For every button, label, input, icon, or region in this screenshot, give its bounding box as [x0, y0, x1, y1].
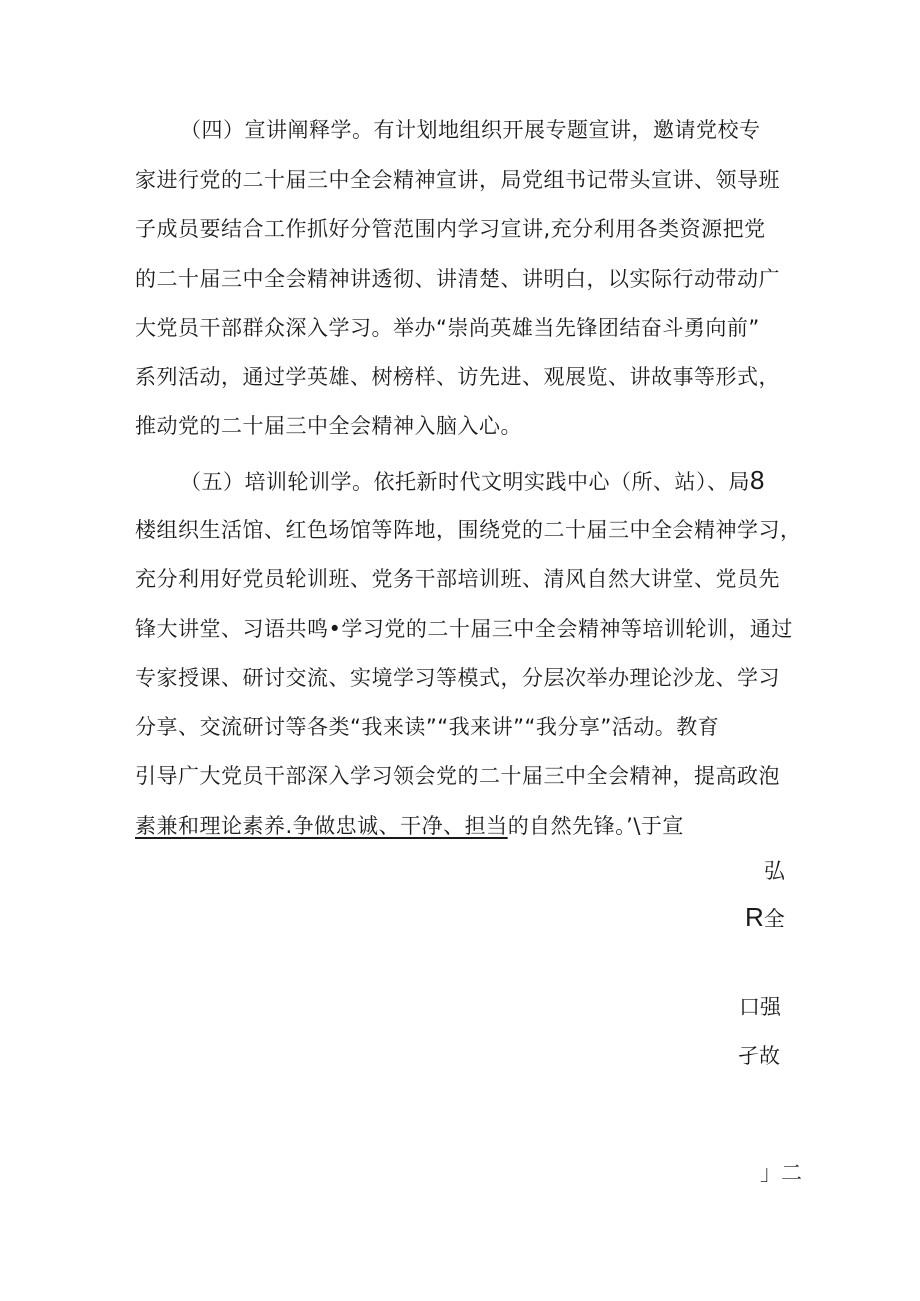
fragment-5: 」二: [760, 1161, 802, 1185]
paragraph-5-line-8-rest: 的自然先锋。’\于宣: [507, 814, 684, 838]
paragraph-4-line-7: 推动党的二十届三中全会精神入脑入心。: [135, 414, 522, 438]
fragment-4: 孑故: [738, 1044, 780, 1068]
paragraph-4-line-3: 子成员要结合工作抓好分管范围内学习宣讲,充分利用各类资源把党: [135, 217, 766, 241]
fragment-3: 口强: [739, 995, 781, 1019]
paragraph-5-line-7: 引导广大党员干部深入学习领会党的二十届三中全会精神，提高政泡: [135, 764, 780, 788]
paragraph-4-line-1: （四）宣讲阐释学。有计划地组织开展专题宣讲，邀请党校专: [180, 118, 761, 142]
fragment-2: [745, 904, 785, 932]
fragment-1: 弘: [764, 859, 785, 883]
fragment-2-big: R: [745, 902, 764, 932]
paragraph-5-line-1-tail: 8: [750, 465, 765, 495]
paragraph-4-line-6: 系列活动，通过学英雄、树榜样、访先进、观展览、讲故事等形式，: [135, 365, 780, 389]
fragment-2-rest: 全: [763, 907, 785, 931]
paragraph-4-line-4: 的二十届三中全会精神讲透彻、讲清楚、讲明白，以实际行动带动广: [135, 267, 780, 291]
paragraph-5-line-1: [180, 467, 765, 495]
paragraph-4-line-5: 大党员干部群众深入学习。举办“崇尚英雄当先锋团结奋斗勇向前”: [135, 316, 760, 340]
paragraph-5-line-4: 锋大讲堂、习语共鸣•学习党的二十届三中全会精神等培训轮训，通过: [135, 617, 793, 641]
paragraph-5-line-8: [135, 813, 684, 839]
paragraph-4-line-2: 家进行党的二十届三中全会精神宣讲，局党组书记带头宣讲、领导班: [135, 168, 780, 192]
paragraph-5-line-2: 楼组织生活馆、红色场馆等阵地，围绕党的二十届三中全会精神学习，: [135, 518, 802, 542]
paragraph-5-line-1-text: （五）培训轮训学。依托新时代文明实践中心（所、站）、局: [180, 470, 750, 494]
underlined-text: 素兼和理论素养.争做忠诚、干净、担当: [135, 814, 508, 838]
paragraph-5-line-6: 分享、交流研讨等各类“我来读”“我来讲”“我分享”活动。教育: [135, 715, 720, 739]
paragraph-5-line-3: 充分利用好党员轮训班、党务干部培训班、清风自然大讲堂、党员先: [135, 567, 780, 591]
paragraph-5-line-5: 专家授课、研讨交流、实境学习等模式，分层次举办理论沙龙、学习: [135, 666, 780, 690]
